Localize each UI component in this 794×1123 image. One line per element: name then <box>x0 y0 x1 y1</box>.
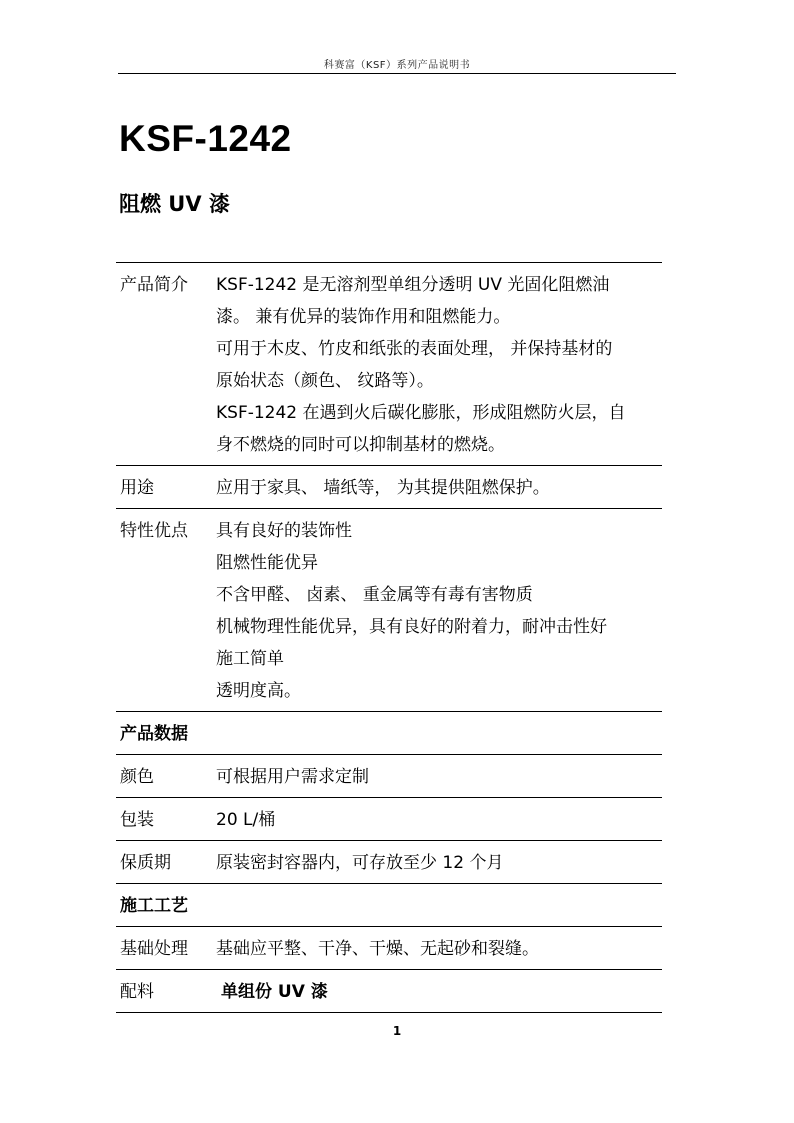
page-header: 科赛富（KSF）系列产品说明书 <box>323 60 471 71</box>
product-code-title: KSF-1242 <box>119 118 292 159</box>
shelf-life-text: 原装密封容器内，可存放至少 12 个月 <box>216 841 662 884</box>
intro-content <box>216 263 662 466</box>
product-name-subtitle: 阻燃 UV 漆 <box>119 192 230 216</box>
row-packaging <box>116 798 662 841</box>
section-heading-process: 施工工艺 <box>116 884 662 927</box>
mixing-content <box>216 970 662 1013</box>
row-label-substrate: 基础处理 <box>116 927 216 970</box>
row-process-section <box>116 884 662 927</box>
spec-table <box>116 262 662 1013</box>
packaging-text: 20 L/桶 <box>216 798 662 841</box>
row-features <box>116 509 662 712</box>
row-label-usage: 用途 <box>116 466 216 509</box>
row-label-packaging: 包装 <box>116 798 216 841</box>
feature-line: 施工简单 <box>216 649 284 669</box>
features-content <box>216 509 662 712</box>
row-label-intro: 产品简介 <box>116 263 216 466</box>
row-color <box>116 755 662 798</box>
substrate-text: 基础应平整、干净、干燥、无起砂和裂缝。 <box>216 927 662 970</box>
feature-line: 不含甲醛、 卤素、 重金属等有毒有害物质 <box>216 585 533 605</box>
row-substrate <box>116 927 662 970</box>
row-usage <box>116 466 662 509</box>
intro-line: KSF-1242 在遇到火后碳化膨胀，形成阻燃防火层，自 <box>216 403 626 423</box>
row-shelf-life <box>116 841 662 884</box>
feature-line: 具有良好的装饰性 <box>216 521 352 541</box>
row-data-section <box>116 712 662 755</box>
intro-line: 身不燃烧的同时可以抑制基材的燃烧。 <box>216 435 505 455</box>
intro-line: 可用于木皮、竹皮和纸张的表面处理， 并保持基材的 <box>216 339 613 359</box>
usage-text: 应用于家具、 墙纸等， 为其提供阻燃保护。 <box>216 466 662 509</box>
row-label-shelf-life: 保质期 <box>116 841 216 884</box>
row-label-features: 特性优点 <box>116 509 216 712</box>
feature-line: 透明度高。 <box>216 681 301 701</box>
intro-line: 漆。 兼有优异的装饰作用和阻燃能力。 <box>216 307 511 327</box>
header-divider <box>118 73 676 74</box>
color-text: 可根据用户需求定制 <box>216 755 662 798</box>
row-mixing <box>116 970 662 1013</box>
page-number: 1 <box>392 1024 402 1038</box>
feature-line: 阻燃性能优异 <box>216 553 318 573</box>
row-label-color: 颜色 <box>116 755 216 798</box>
row-intro <box>116 263 662 466</box>
section-heading-product-data: 产品数据 <box>116 712 662 755</box>
intro-line: KSF-1242 是无溶剂型单组分透明 UV 光固化阻燃油 <box>216 275 610 295</box>
intro-line: 原始状态（颜色、 纹路等）。 <box>216 371 434 391</box>
feature-line: 机械物理性能优异，具有良好的附着力，耐冲击性好 <box>216 617 607 637</box>
row-label-mixing: 配料 <box>116 970 216 1013</box>
mixing-text: 单组份 UV 漆 <box>221 982 328 1002</box>
